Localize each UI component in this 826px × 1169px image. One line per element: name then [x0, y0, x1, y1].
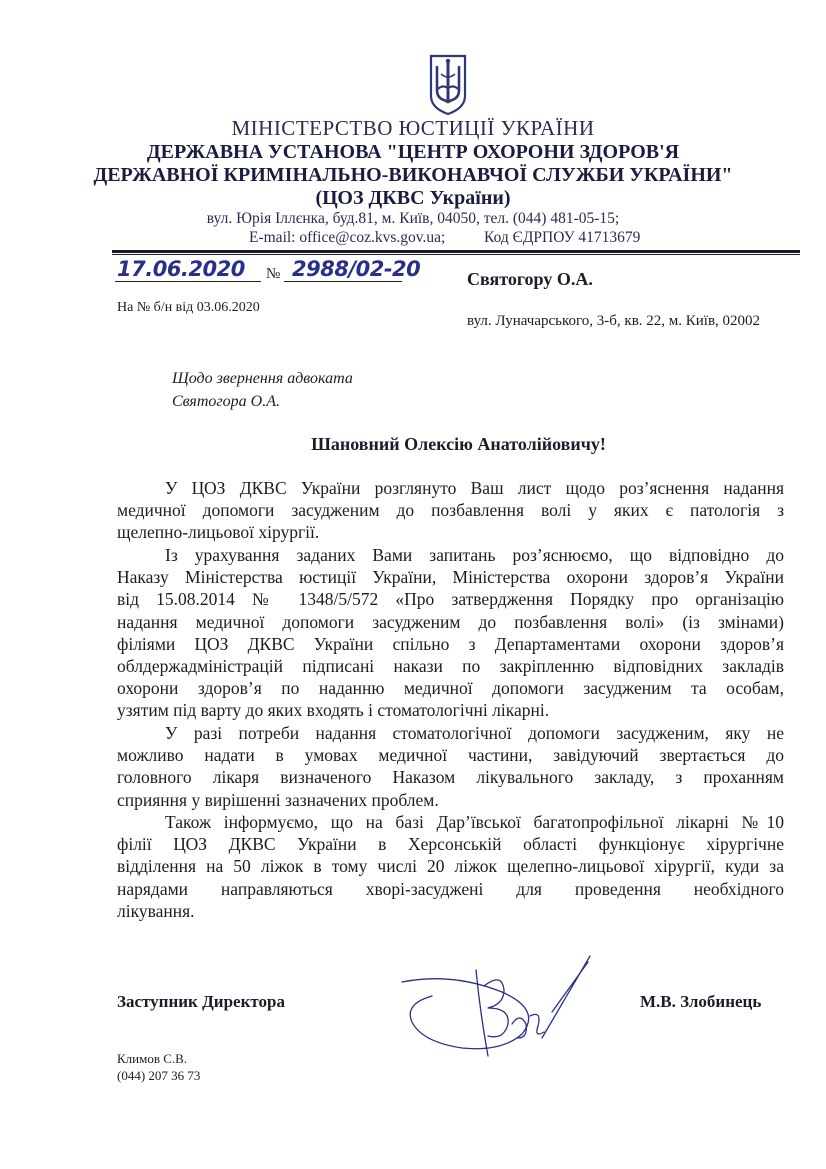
- registration-date: 17.06.2020: [117, 257, 245, 281]
- p4-line-2: філії ЦОЗ ДКВС України в Херсонській області функціонує хірургічне: [117, 834, 784, 855]
- number-sign: №: [266, 266, 281, 282]
- handwritten-signature-icon: [392, 952, 592, 1062]
- p2-line-1: Із урахування заданих Вами запитань роз’яснюємо, що відповідно до: [165, 545, 784, 565]
- p4-line-3: відділення на 50 ліжок в тому числі 20 ліжок щелепно-лицьової хірургії, куди за: [117, 856, 784, 877]
- p2-line-5: філіями ЦОЗ ДКВС України спільно з Департаментами охорони здоров’я: [117, 633, 784, 654]
- coat-of-arms-emblem: [429, 54, 467, 116]
- header-divider-thin: [112, 254, 800, 255]
- paragraph-4: [117, 811, 784, 922]
- p2-line-7: охорони здоров’я по наданню медичної допомоги засудженим та особам,: [117, 678, 784, 699]
- org-email: E-mail: office@coz.kvs.gov.ua;: [249, 229, 446, 246]
- org-name-line-1: ДЕРЖАВНА УСТАНОВА "ЦЕНТР ОХОРОНИ ЗДОРОВ'Я: [146, 141, 680, 163]
- signatory-name: М.В. Злобинець: [640, 992, 762, 1011]
- ministry-title: МІНІСТЕРСТВО ЮСТИЦІЇ УКРАЇНИ: [231, 116, 595, 140]
- signatory-position: Заступник Директора: [117, 992, 285, 1011]
- p4-line-1: Також інформуємо, що на базі Дар’ївської багатопрофільної лікарні №10: [165, 812, 784, 832]
- executor-name: Климов С.В.: [117, 1051, 188, 1066]
- p1-line-1: У ЦОЗ ДКВС України розглянуто Ваш лист щодо роз’яснення надання: [165, 478, 784, 498]
- date-underline: [115, 281, 261, 282]
- paragraph-2: [117, 544, 784, 722]
- paragraph-1: [117, 477, 784, 544]
- subject-line-1: Щодо звернення адвоката: [172, 370, 353, 387]
- org-address: вул. Юрія Іллєнка, буд.81, м. Київ, 04050, тел. (044) 481-05-15;: [206, 210, 620, 227]
- p3-line-3: головного лікаря визначеного Наказом лікувального закладу, з проханням: [117, 767, 784, 788]
- p2-line-4: надання медичної допомоги засудженим до позбавлення волі» (із змінами): [117, 611, 784, 632]
- p1-line-2: медичної допомоги засудженим до позбавлення волі у яких є патологія з: [117, 500, 784, 521]
- p2-line-3: від 15.08.2014 № 1348/5/572 «Про затвердження Порядку про організацію: [117, 589, 784, 610]
- p2-line-8: узятим під варту до яких входять і стоматологічні лікарні.: [117, 700, 550, 721]
- p4-line-4: нарядами направляються хворі-засуджені для проведення необхідного: [117, 878, 784, 899]
- p4-line-5: лікування.: [117, 900, 195, 921]
- executor-phone: (044) 207 36 73: [117, 1068, 201, 1083]
- org-name-line-2: ДЕРЖАВНОЇ КРИМІНАЛЬНО-ВИКОНАВЧОЇ СЛУЖБИ УКРАЇНИ": [93, 164, 733, 186]
- subject-line-2: Святогора О.А.: [172, 393, 280, 410]
- number-underline: [284, 281, 402, 282]
- p3-line-4: сприяння у вирішенні зазначених проблем.: [117, 789, 439, 810]
- salutation: Шановний Олексію Анатолійовичу!: [311, 434, 606, 454]
- p3-line-1: У разі потреби надання стоматологічної допомоги засудженим, яку не: [165, 723, 784, 743]
- header-divider-thick: [112, 250, 800, 253]
- recipient-address: вул. Луначарського, 3-б, кв. 22, м. Київ, 02002: [467, 313, 761, 329]
- p2-line-2: Наказу Міністерства юстиції України, Міністерства охорони здоров’я України: [117, 567, 784, 588]
- recipient-name: Святогору О.А.: [467, 269, 593, 289]
- paragraph-3: [117, 722, 784, 811]
- registration-number: 2988/02-20: [292, 257, 421, 281]
- org-edrpou: Код ЄДРПОУ 41713679: [484, 229, 641, 246]
- p2-line-6: облдержадміністрацій підписані накази по закріпленню відповідних закладів: [117, 656, 784, 677]
- p3-line-2: можливо надати в умовах медичної частини, завідуючий звертається до: [117, 745, 784, 766]
- org-short-name: (ЦОЗ ДКВС України): [315, 187, 511, 209]
- reference-line: На № б/н від 03.06.2020: [117, 300, 260, 315]
- p1-line-3: щелепно-лицьової хірургії.: [117, 522, 320, 543]
